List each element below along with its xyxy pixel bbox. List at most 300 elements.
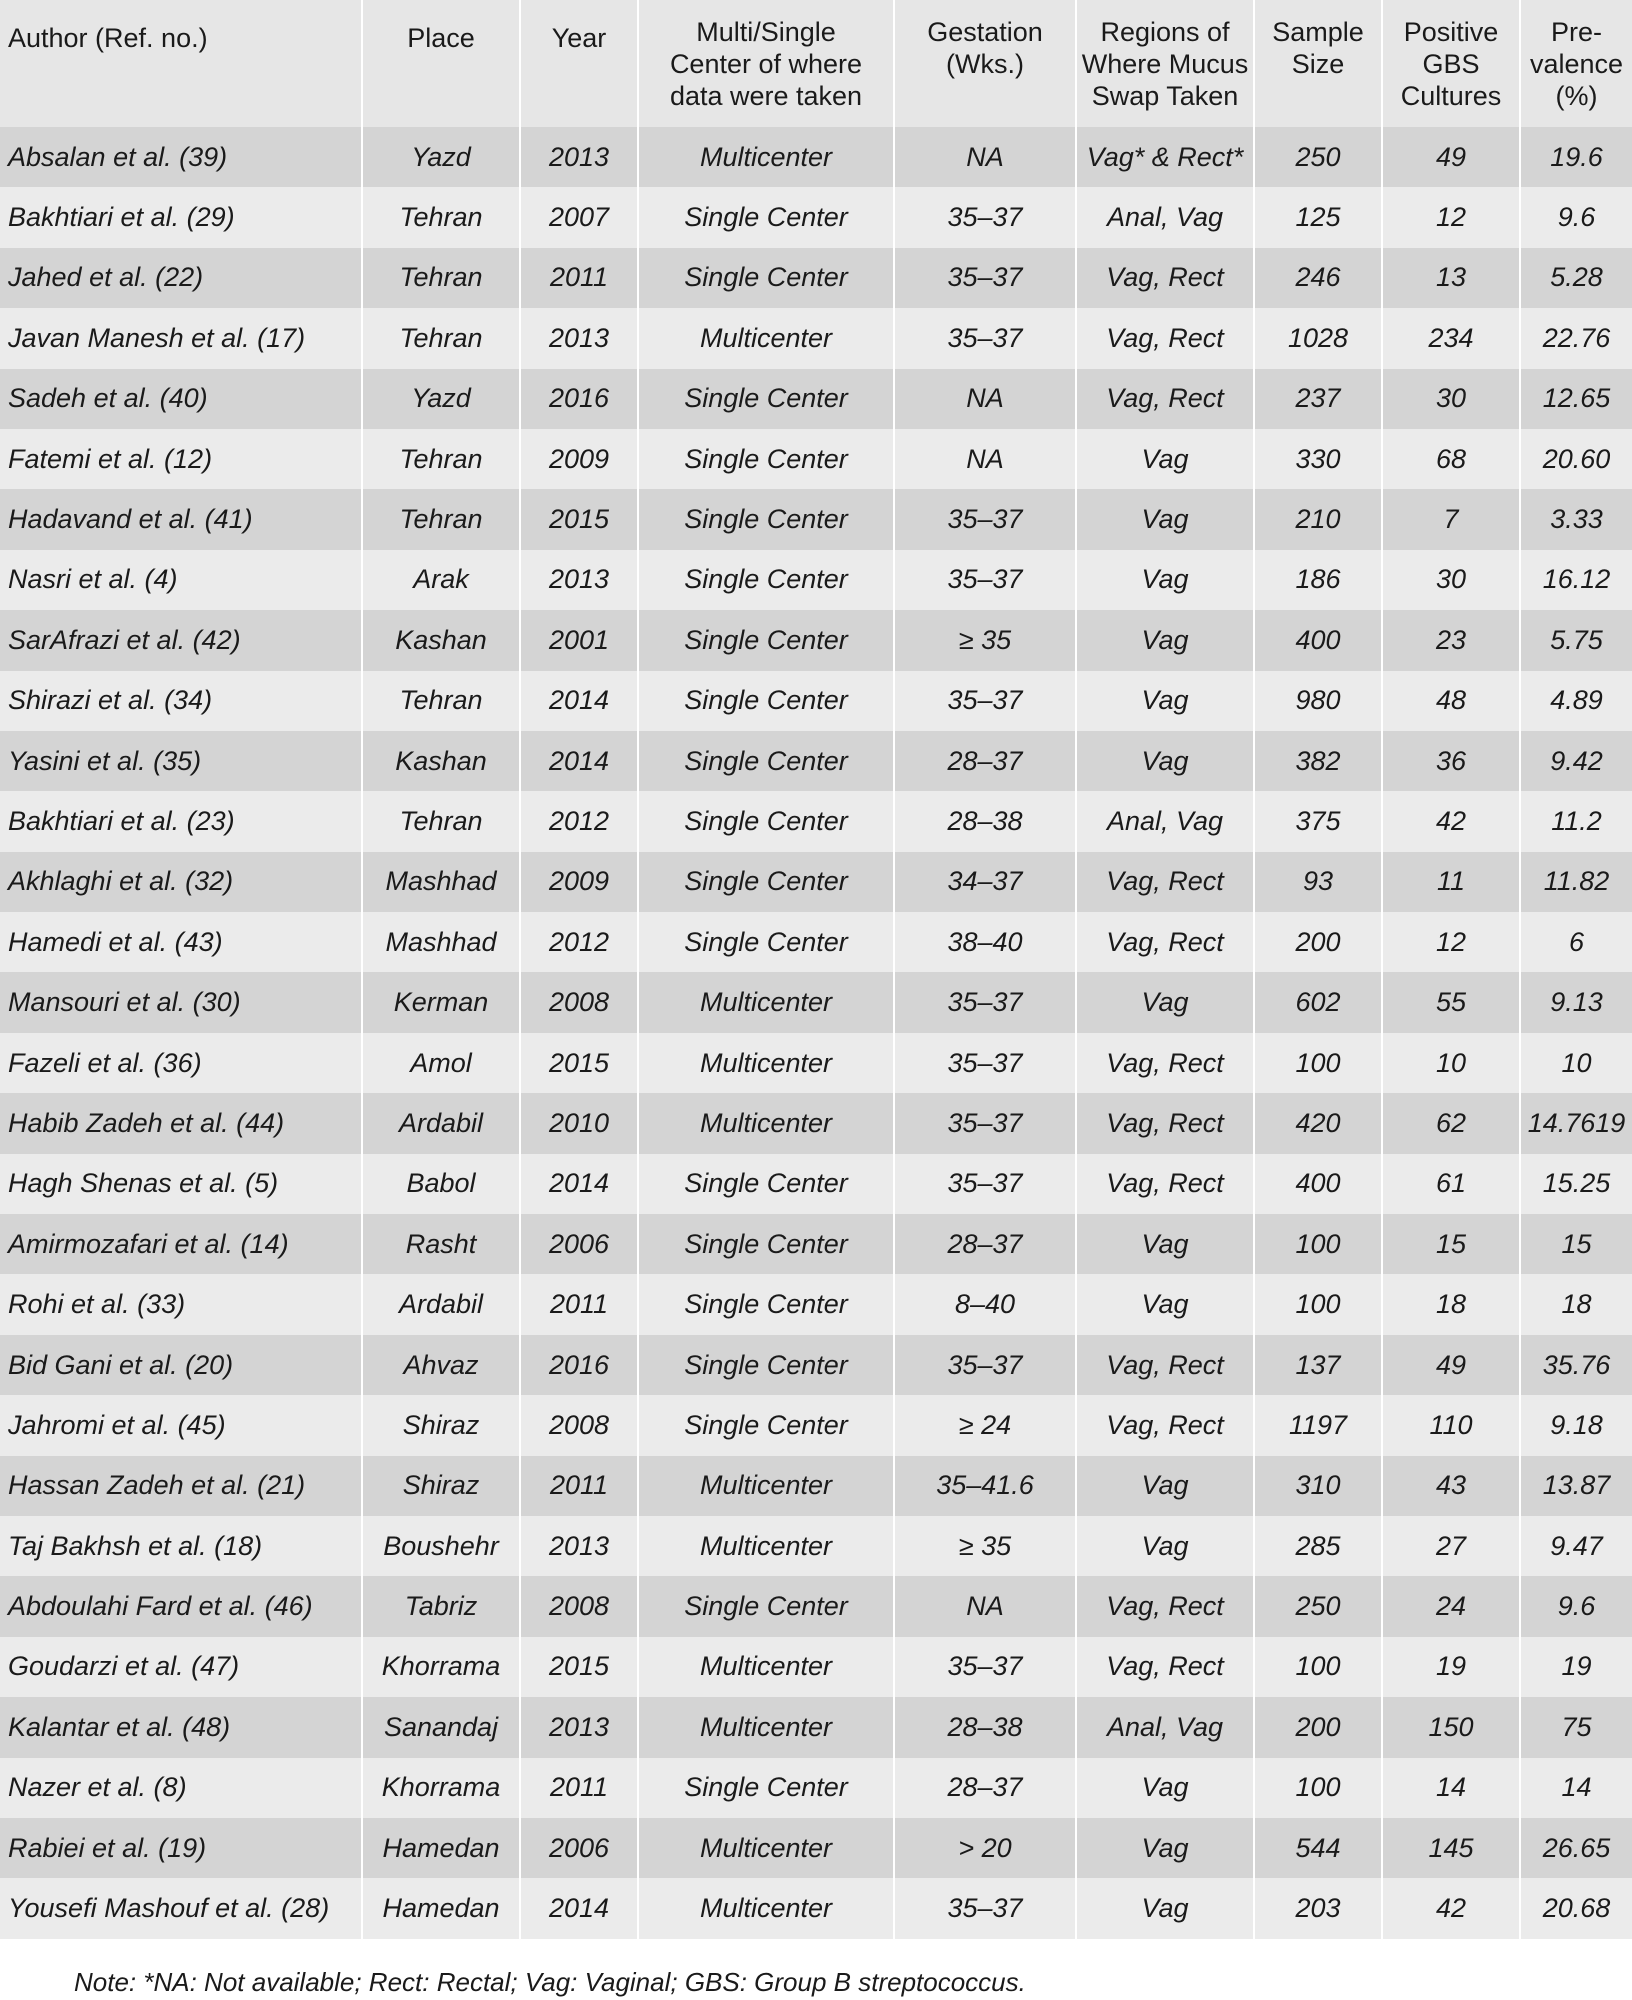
table-row	[0, 1878, 1632, 1938]
cell-prevalence: 75	[1520, 1697, 1632, 1757]
cell-author: Fatemi et al. (12)	[0, 429, 362, 489]
cell-year: 2015	[520, 1033, 638, 1093]
cell-prevalence: 26.65	[1520, 1818, 1632, 1878]
cell-year: 2013	[520, 1697, 638, 1757]
cell-center-type: Single Center	[638, 187, 894, 247]
cell-year: 2008	[520, 1576, 638, 1636]
header-gestation-label: Gestation (Wks.)	[927, 17, 1043, 79]
cell-author: Javan Manesh et al. (17)	[0, 308, 362, 368]
cell-place: Ardabil	[362, 1093, 520, 1153]
cell-author: Hagh Shenas et al. (5)	[0, 1154, 362, 1214]
cell-positive-cultures: 49	[1382, 1335, 1520, 1395]
header-positive-cultures-label: Positive GBS Cultures	[1400, 17, 1502, 111]
cell-author: Yousefi Mashouf et al. (28)	[0, 1878, 362, 1938]
cell-positive-cultures: 12	[1382, 912, 1520, 972]
cell-gestation: 35–37	[894, 489, 1076, 549]
header-regions	[1076, 0, 1254, 127]
cell-swab-regions: Vag	[1076, 731, 1254, 791]
header-year-label: Year	[551, 23, 607, 53]
cell-place: Kashan	[362, 610, 520, 670]
cell-author: Goudarzi et al. (47)	[0, 1637, 362, 1697]
header-sample-size	[1254, 0, 1382, 127]
cell-place: Kerman	[362, 972, 520, 1032]
cell-positive-cultures: 62	[1382, 1093, 1520, 1153]
cell-sample-size: 246	[1254, 248, 1382, 308]
cell-gestation: 35–41.6	[894, 1456, 1076, 1516]
cell-gestation: 35–37	[894, 1637, 1076, 1697]
cell-prevalence: 14	[1520, 1758, 1632, 1818]
cell-place: Mashhad	[362, 912, 520, 972]
cell-year: 2012	[520, 912, 638, 972]
table-body	[0, 127, 1632, 1939]
cell-year: 2010	[520, 1093, 638, 1153]
cell-prevalence: 9.13	[1520, 972, 1632, 1032]
header-year	[520, 0, 638, 127]
cell-place: Yazd	[362, 127, 520, 187]
cell-year: 2006	[520, 1818, 638, 1878]
cell-place: Ahvaz	[362, 1335, 520, 1395]
cell-gestation: 35–37	[894, 248, 1076, 308]
cell-center-type: Multicenter	[638, 1818, 894, 1878]
header-place-label: Place	[407, 23, 475, 53]
cell-positive-cultures: 150	[1382, 1697, 1520, 1757]
cell-swab-regions: Vag	[1076, 610, 1254, 670]
cell-year: 2013	[520, 550, 638, 610]
cell-author: Bakhtiari et al. (29)	[0, 187, 362, 247]
cell-place: Tehran	[362, 671, 520, 731]
cell-year: 2001	[520, 610, 638, 670]
cell-sample-size: 93	[1254, 852, 1382, 912]
cell-year: 2013	[520, 308, 638, 368]
table-row	[0, 1637, 1632, 1697]
table-row	[0, 1154, 1632, 1214]
cell-year: 2008	[520, 972, 638, 1032]
table-row	[0, 1456, 1632, 1516]
cell-prevalence: 20.68	[1520, 1878, 1632, 1938]
cell-prevalence: 11.2	[1520, 791, 1632, 851]
table-row	[0, 671, 1632, 731]
cell-sample-size: 210	[1254, 489, 1382, 549]
table-row	[0, 248, 1632, 308]
cell-sample-size: 602	[1254, 972, 1382, 1032]
cell-swab-regions: Vag* & Rect*	[1076, 127, 1254, 187]
cell-place: Tehran	[362, 791, 520, 851]
cell-prevalence: 6	[1520, 912, 1632, 972]
cell-center-type: Single Center	[638, 731, 894, 791]
cell-sample-size: 203	[1254, 1878, 1382, 1938]
cell-year: 2014	[520, 1154, 638, 1214]
table-row	[0, 127, 1632, 187]
cell-year: 2014	[520, 731, 638, 791]
cell-sample-size: 382	[1254, 731, 1382, 791]
table-row	[0, 972, 1632, 1032]
cell-year: 2009	[520, 852, 638, 912]
cell-sample-size: 100	[1254, 1758, 1382, 1818]
cell-gestation: 35–37	[894, 1093, 1076, 1153]
cell-prevalence: 9.6	[1520, 187, 1632, 247]
cell-sample-size: 186	[1254, 550, 1382, 610]
cell-positive-cultures: 145	[1382, 1818, 1520, 1878]
cell-center-type: Multicenter	[638, 127, 894, 187]
cell-center-type: Single Center	[638, 1214, 894, 1274]
cell-swab-regions: Vag	[1076, 972, 1254, 1032]
cell-gestation: 35–37	[894, 671, 1076, 731]
cell-place: Boushehr	[362, 1516, 520, 1576]
table-row	[0, 731, 1632, 791]
cell-positive-cultures: 12	[1382, 187, 1520, 247]
cell-prevalence: 22.76	[1520, 308, 1632, 368]
cell-sample-size: 375	[1254, 791, 1382, 851]
cell-center-type: Single Center	[638, 369, 894, 429]
cell-swab-regions: Vag, Rect	[1076, 308, 1254, 368]
cell-swab-regions: Vag	[1076, 1878, 1254, 1938]
cell-place: Amol	[362, 1033, 520, 1093]
cell-gestation: 35–37	[894, 308, 1076, 368]
cell-center-type: Single Center	[638, 1576, 894, 1636]
cell-sample-size: 100	[1254, 1033, 1382, 1093]
cell-positive-cultures: 110	[1382, 1395, 1520, 1455]
cell-swab-regions: Anal, Vag	[1076, 791, 1254, 851]
cell-place: Ardabil	[362, 1274, 520, 1334]
table-row	[0, 791, 1632, 851]
cell-author: Hadavand et al. (41)	[0, 489, 362, 549]
cell-swab-regions: Vag	[1076, 1274, 1254, 1334]
cell-place: Khorrama	[362, 1637, 520, 1697]
cell-swab-regions: Vag, Rect	[1076, 1033, 1254, 1093]
cell-sample-size: 1197	[1254, 1395, 1382, 1455]
table-row	[0, 1335, 1632, 1395]
cell-swab-regions: Vag, Rect	[1076, 1637, 1254, 1697]
cell-swab-regions: Vag	[1076, 1758, 1254, 1818]
cell-author: Jahromi et al. (45)	[0, 1395, 362, 1455]
cell-author: Rabiei et al. (19)	[0, 1818, 362, 1878]
cell-author: Abdoulahi Fard et al. (46)	[0, 1576, 362, 1636]
cell-sample-size: 250	[1254, 127, 1382, 187]
cell-year: 2008	[520, 1395, 638, 1455]
table-row	[0, 1697, 1632, 1757]
table-row	[0, 429, 1632, 489]
table-row	[0, 1274, 1632, 1334]
table-row	[0, 1395, 1632, 1455]
cell-center-type: Single Center	[638, 248, 894, 308]
cell-place: Tabriz	[362, 1576, 520, 1636]
cell-center-type: Multicenter	[638, 1637, 894, 1697]
cell-center-type: Single Center	[638, 1274, 894, 1334]
cell-swab-regions: Vag, Rect	[1076, 1154, 1254, 1214]
cell-place: Khorrama	[362, 1758, 520, 1818]
cell-prevalence: 18	[1520, 1274, 1632, 1334]
cell-center-type: Multicenter	[638, 1878, 894, 1938]
cell-center-type: Single Center	[638, 1395, 894, 1455]
header-prevalence	[1520, 0, 1632, 127]
cell-place: Babol	[362, 1154, 520, 1214]
table-row	[0, 852, 1632, 912]
cell-center-type: Multicenter	[638, 1456, 894, 1516]
cell-positive-cultures: 24	[1382, 1576, 1520, 1636]
cell-gestation: NA	[894, 1576, 1076, 1636]
cell-year: 2011	[520, 248, 638, 308]
cell-gestation: 34–37	[894, 852, 1076, 912]
cell-prevalence: 19	[1520, 1637, 1632, 1697]
cell-sample-size: 980	[1254, 671, 1382, 731]
cell-center-type: Single Center	[638, 1335, 894, 1395]
cell-swab-regions: Vag, Rect	[1076, 1335, 1254, 1395]
table-row	[0, 1214, 1632, 1274]
cell-year: 2007	[520, 187, 638, 247]
cell-author: Nazer et al. (8)	[0, 1758, 362, 1818]
cell-positive-cultures: 11	[1382, 852, 1520, 912]
cell-prevalence: 15	[1520, 1214, 1632, 1274]
cell-author: Akhlaghi et al. (32)	[0, 852, 362, 912]
cell-prevalence: 5.28	[1520, 248, 1632, 308]
table-row	[0, 912, 1632, 972]
header-gestation	[894, 0, 1076, 127]
cell-prevalence: 9.42	[1520, 731, 1632, 791]
cell-prevalence: 10	[1520, 1033, 1632, 1093]
table-row	[0, 610, 1632, 670]
cell-author: Absalan et al. (39)	[0, 127, 362, 187]
cell-positive-cultures: 19	[1382, 1637, 1520, 1697]
header-sample-size-label: Sample Size	[1272, 17, 1364, 79]
cell-center-type: Single Center	[638, 1758, 894, 1818]
cell-positive-cultures: 42	[1382, 1878, 1520, 1938]
cell-year: 2015	[520, 1637, 638, 1697]
cell-year: 2012	[520, 791, 638, 851]
cell-gestation: ≥ 35	[894, 1516, 1076, 1576]
cell-gestation: 35–37	[894, 187, 1076, 247]
cell-prevalence: 12.65	[1520, 369, 1632, 429]
cell-gestation: > 20	[894, 1818, 1076, 1878]
cell-positive-cultures: 68	[1382, 429, 1520, 489]
cell-prevalence: 9.18	[1520, 1395, 1632, 1455]
cell-gestation: 28–38	[894, 791, 1076, 851]
cell-sample-size: 200	[1254, 912, 1382, 972]
cell-place: Tehran	[362, 429, 520, 489]
cell-positive-cultures: 27	[1382, 1516, 1520, 1576]
cell-swab-regions: Vag	[1076, 671, 1254, 731]
cell-author: SarAfrazi et al. (42)	[0, 610, 362, 670]
header-place	[362, 0, 520, 127]
cell-place: Tehran	[362, 308, 520, 368]
cell-positive-cultures: 48	[1382, 671, 1520, 731]
cell-gestation: 28–38	[894, 1697, 1076, 1757]
cell-author: Kalantar et al. (48)	[0, 1697, 362, 1757]
cell-swab-regions: Anal, Vag	[1076, 1697, 1254, 1757]
cell-prevalence: 13.87	[1520, 1456, 1632, 1516]
cell-gestation: 35–37	[894, 1154, 1076, 1214]
cell-gestation: 8–40	[894, 1274, 1076, 1334]
table-row	[0, 1758, 1632, 1818]
table-footnote: Note: *NA: Not available; Rect: Rectal; Vag: Vaginal; GBS: Group B streptococcus.	[74, 1967, 1026, 1997]
cell-sample-size: 100	[1254, 1274, 1382, 1334]
cell-author: Hamedi et al. (43)	[0, 912, 362, 972]
cell-positive-cultures: 23	[1382, 610, 1520, 670]
table-row	[0, 369, 1632, 429]
cell-center-type: Multicenter	[638, 1697, 894, 1757]
table-row	[0, 1033, 1632, 1093]
cell-author: Jahed et al. (22)	[0, 248, 362, 308]
cell-center-type: Single Center	[638, 429, 894, 489]
cell-prevalence: 15.25	[1520, 1154, 1632, 1214]
cell-year: 2014	[520, 1878, 638, 1938]
cell-swab-regions: Vag	[1076, 1818, 1254, 1878]
cell-author: Fazeli et al. (36)	[0, 1033, 362, 1093]
cell-center-type: Multicenter	[638, 1033, 894, 1093]
cell-gestation: NA	[894, 429, 1076, 489]
cell-place: Tehran	[362, 187, 520, 247]
cell-positive-cultures: 15	[1382, 1214, 1520, 1274]
cell-year: 2015	[520, 489, 638, 549]
cell-place: Hamedan	[362, 1818, 520, 1878]
table-row	[0, 187, 1632, 247]
cell-sample-size: 237	[1254, 369, 1382, 429]
cell-swab-regions: Vag, Rect	[1076, 369, 1254, 429]
header-author	[0, 0, 362, 127]
cell-place: Tehran	[362, 489, 520, 549]
cell-swab-regions: Anal, Vag	[1076, 187, 1254, 247]
cell-positive-cultures: 234	[1382, 308, 1520, 368]
cell-sample-size: 125	[1254, 187, 1382, 247]
header-positive-cultures	[1382, 0, 1520, 127]
cell-author: Hassan Zadeh et al. (21)	[0, 1456, 362, 1516]
cell-center-type: Single Center	[638, 852, 894, 912]
cell-place: Mashhad	[362, 852, 520, 912]
cell-swab-regions: Vag, Rect	[1076, 852, 1254, 912]
table-row	[0, 489, 1632, 549]
cell-gestation: 28–37	[894, 1214, 1076, 1274]
header-center-label: Multi/Single Center of where data were taken	[669, 17, 863, 111]
cell-positive-cultures: 42	[1382, 791, 1520, 851]
table-row	[0, 1576, 1632, 1636]
cell-center-type: Multicenter	[638, 972, 894, 1032]
cell-author: Taj Bakhsh et al. (18)	[0, 1516, 362, 1576]
cell-sample-size: 100	[1254, 1214, 1382, 1274]
cell-place: Shiraz	[362, 1456, 520, 1516]
cell-swab-regions: Vag, Rect	[1076, 1093, 1254, 1153]
table-row	[0, 1818, 1632, 1878]
cell-gestation: 35–37	[894, 1033, 1076, 1093]
cell-gestation: NA	[894, 369, 1076, 429]
cell-prevalence: 19.6	[1520, 127, 1632, 187]
cell-place: Kashan	[362, 731, 520, 791]
cell-gestation: 28–37	[894, 731, 1076, 791]
cell-swab-regions: Vag, Rect	[1076, 1395, 1254, 1455]
cell-author: Bid Gani et al. (20)	[0, 1335, 362, 1395]
cell-center-type: Single Center	[638, 550, 894, 610]
cell-positive-cultures: 13	[1382, 248, 1520, 308]
cell-prevalence: 9.6	[1520, 1576, 1632, 1636]
cell-place: Arak	[362, 550, 520, 610]
cell-sample-size: 200	[1254, 1697, 1382, 1757]
cell-gestation: 35–37	[894, 1335, 1076, 1395]
cell-year: 2011	[520, 1456, 638, 1516]
cell-positive-cultures: 10	[1382, 1033, 1520, 1093]
cell-positive-cultures: 43	[1382, 1456, 1520, 1516]
cell-swab-regions: Vag	[1076, 429, 1254, 489]
cell-swab-regions: Vag	[1076, 550, 1254, 610]
cell-year: 2009	[520, 429, 638, 489]
cell-author: Mansouri et al. (30)	[0, 972, 362, 1032]
table-row	[0, 550, 1632, 610]
cell-sample-size: 400	[1254, 610, 1382, 670]
cell-prevalence: 11.82	[1520, 852, 1632, 912]
cell-positive-cultures: 61	[1382, 1154, 1520, 1214]
cell-sample-size: 400	[1254, 1154, 1382, 1214]
table-row	[0, 1093, 1632, 1153]
cell-author: Habib Zadeh et al. (44)	[0, 1093, 362, 1153]
cell-author: Amirmozafari et al. (14)	[0, 1214, 362, 1274]
cell-swab-regions: Vag	[1076, 1456, 1254, 1516]
cell-gestation: 28–37	[894, 1758, 1076, 1818]
cell-place: Yazd	[362, 369, 520, 429]
cell-positive-cultures: 7	[1382, 489, 1520, 549]
cell-positive-cultures: 49	[1382, 127, 1520, 187]
cell-center-type: Single Center	[638, 610, 894, 670]
cell-prevalence: 35.76	[1520, 1335, 1632, 1395]
cell-year: 2016	[520, 369, 638, 429]
cell-sample-size: 285	[1254, 1516, 1382, 1576]
cell-sample-size: 330	[1254, 429, 1382, 489]
cell-positive-cultures: 55	[1382, 972, 1520, 1032]
cell-place: Sanandaj	[362, 1697, 520, 1757]
cell-year: 2014	[520, 671, 638, 731]
cell-swab-regions: Vag, Rect	[1076, 1576, 1254, 1636]
cell-sample-size: 137	[1254, 1335, 1382, 1395]
cell-center-type: Single Center	[638, 489, 894, 549]
cell-sample-size: 250	[1254, 1576, 1382, 1636]
cell-year: 2013	[520, 127, 638, 187]
cell-positive-cultures: 36	[1382, 731, 1520, 791]
cell-swab-regions: Vag, Rect	[1076, 248, 1254, 308]
cell-positive-cultures: 18	[1382, 1274, 1520, 1334]
cell-place: Tehran	[362, 248, 520, 308]
cell-author: Yasini et al. (35)	[0, 731, 362, 791]
cell-positive-cultures: 14	[1382, 1758, 1520, 1818]
cell-sample-size: 310	[1254, 1456, 1382, 1516]
header-author-label: Author (Ref. no.)	[8, 23, 208, 53]
cell-swab-regions: Vag	[1076, 1214, 1254, 1274]
cell-place: Rasht	[362, 1214, 520, 1274]
cell-prevalence: 16.12	[1520, 550, 1632, 610]
cell-prevalence: 3.33	[1520, 489, 1632, 549]
cell-year: 2013	[520, 1516, 638, 1576]
cell-sample-size: 544	[1254, 1818, 1382, 1878]
cell-swab-regions: Vag	[1076, 1516, 1254, 1576]
cell-gestation: ≥ 35	[894, 610, 1076, 670]
cell-center-type: Single Center	[638, 791, 894, 851]
cell-author: Rohi et al. (33)	[0, 1274, 362, 1334]
cell-sample-size: 100	[1254, 1637, 1382, 1697]
cell-gestation: 35–37	[894, 972, 1076, 1032]
cell-author: Bakhtiari et al. (23)	[0, 791, 362, 851]
cell-center-type: Multicenter	[638, 308, 894, 368]
cell-gestation: ≥ 24	[894, 1395, 1076, 1455]
cell-prevalence: 9.47	[1520, 1516, 1632, 1576]
table-row	[0, 1516, 1632, 1576]
cell-place: Hamedan	[362, 1878, 520, 1938]
cell-prevalence: 14.7619	[1520, 1093, 1632, 1153]
cell-center-type: Multicenter	[638, 1516, 894, 1576]
cell-prevalence: 4.89	[1520, 671, 1632, 731]
cell-author: Sadeh et al. (40)	[0, 369, 362, 429]
cell-positive-cultures: 30	[1382, 369, 1520, 429]
table-header	[0, 0, 1632, 127]
cell-center-type: Single Center	[638, 671, 894, 731]
cell-center-type: Single Center	[638, 1154, 894, 1214]
cell-place: Shiraz	[362, 1395, 520, 1455]
cell-year: 2006	[520, 1214, 638, 1274]
cell-year: 2011	[520, 1274, 638, 1334]
